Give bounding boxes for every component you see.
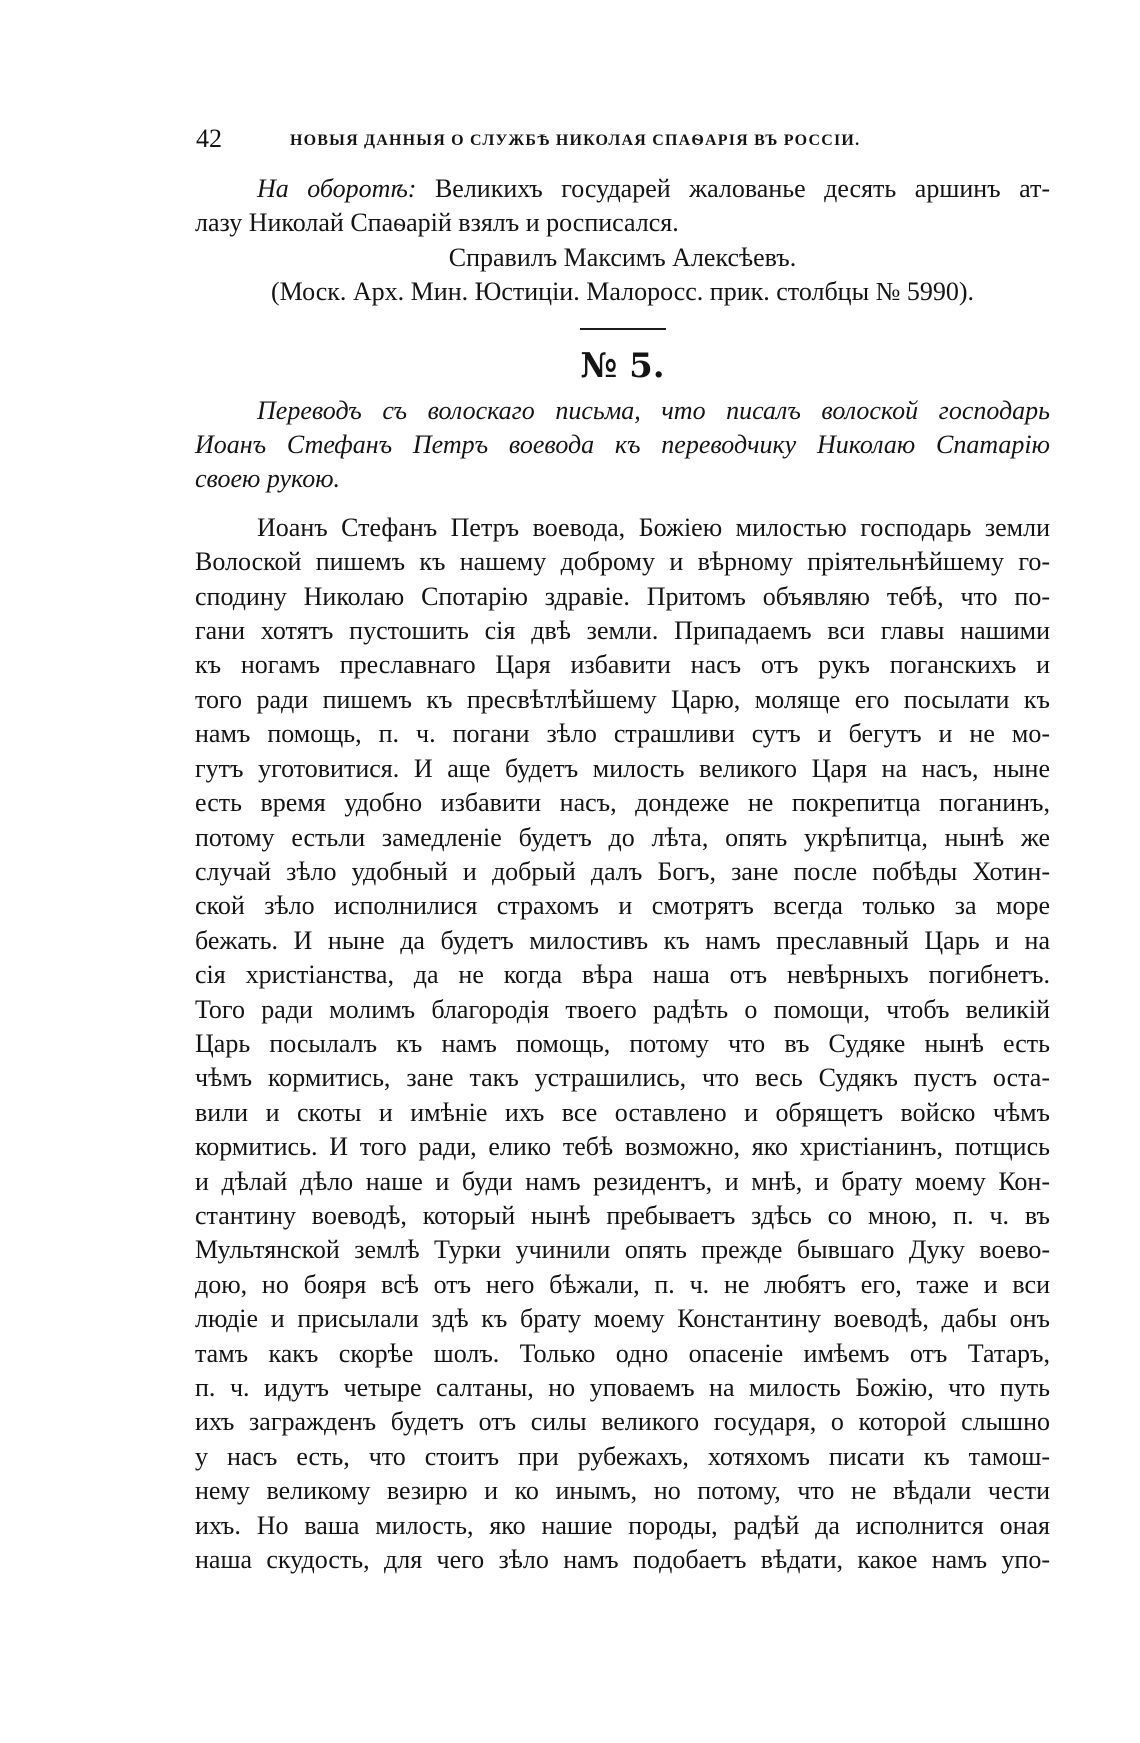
body-line: Мультянской землѣ Турки учинили опять прежде бывшаго Дуку воево- bbox=[195, 1235, 1050, 1265]
body-line: чѣмъ кормитись, зане такъ устрашились, что весь Судякъ пустъ оста- bbox=[195, 1063, 1050, 1093]
body-line: ихъ. Но ваша милость, яко нашие породы, радѣй да исполнится оная bbox=[195, 1510, 1050, 1540]
endorsement-italic-lead: На оборотѣ: bbox=[257, 174, 417, 203]
body-line: есть время удобно избавити насъ, дондеже не покрепитца поганинъ, bbox=[195, 788, 1050, 818]
archive-source: (Моск. Арх. Мин. Юстиціи. Малоросс. прик. столбцы № 5990). bbox=[270, 277, 975, 307]
body-line: бежать. И ныне да будетъ милостивъ къ намъ преславный Царь и на bbox=[195, 925, 1050, 955]
body-line: ихъ загражденъ будетъ отъ силы великого государя, о которой слышно bbox=[195, 1407, 1050, 1437]
body-line: къ ногамъ преславнаго Царя избавити насъ отъ рукъ поганскихъ и bbox=[195, 650, 1050, 680]
body-line: Царь посылалъ къ намъ помощь, потому что въ Судяке нынѣ есть bbox=[195, 1028, 1050, 1058]
endorsement-line bbox=[195, 172, 1050, 206]
page-body bbox=[195, 172, 1050, 1577]
body-line: и дѣлай дѣло наше и буди намъ резидентъ, и мнѣ, и брату моему Кон- bbox=[195, 1166, 1050, 1196]
caption-line: Иоанъ Стефанъ Петръ воевода къ переводчику Николаю Спатарію bbox=[195, 430, 1050, 460]
running-head: НОВЫЯ ДАННЫЯ О СЛУЖБѢ НИКОЛАЯ СПАѲАРІЯ ВЪ РОССІИ. bbox=[290, 132, 861, 149]
endorsement-text: Великихъ государей жалованье десять аршинъ ат- bbox=[416, 174, 1050, 203]
section-divider bbox=[580, 328, 666, 330]
body-line: дою, но бояря всѣ отъ него бѣжали, п. ч. не любятъ его, таже и вси bbox=[195, 1269, 1050, 1299]
caption-line: Переводъ съ волоскаго письма, что писалъ волоской господарь bbox=[257, 395, 1050, 425]
body-line: гутъ уготовитися. И аще будетъ милость великого Царя на насъ, ныне bbox=[195, 753, 1050, 783]
document-body bbox=[195, 511, 1050, 1578]
body-line: кормитись. И того ради, елико тебѣ возможно, яко христіанинъ, потщись bbox=[195, 1132, 1050, 1162]
endorsement-signature: Справилъ Максимъ Алексѣевъ. bbox=[448, 242, 797, 272]
endorsement-line-2: лазу Николай Спаѳарій взялъ и росписался. bbox=[195, 208, 679, 238]
body-line: Того ради молимъ благородія твоего радѣть о помощи, чтобъ великій bbox=[195, 994, 1050, 1024]
body-line: у насъ есть, что стоитъ при рубежахъ, хотяхомъ писати къ тамош- bbox=[195, 1441, 1050, 1471]
body-line: ской зѣло исполнилися страхомъ и смотрятъ всегда только за море bbox=[195, 891, 1050, 921]
body-line: сія христіанства, да не когда вѣра наша отъ невѣрныхъ погибнетъ. bbox=[195, 960, 1050, 990]
document-caption bbox=[195, 394, 1050, 497]
body-line: стантину воеводѣ, который нынѣ пребываетъ здѣсь со мною, п. ч. въ bbox=[195, 1200, 1050, 1230]
body-line: того ради пишемъ къ пресвѣтлѣйшему Царю, моляще его посылати къ bbox=[195, 684, 1050, 714]
page-number: 42 bbox=[196, 124, 222, 153]
body-line: тамъ какъ скорѣе шолъ. Только одно опасеніе имѣемъ отъ Татаръ, bbox=[195, 1338, 1050, 1368]
body-line: вили и скоты и имѣніе ихъ все оставлено и обрящетъ войско чѣмъ bbox=[195, 1097, 1050, 1127]
body-line: гани хотятъ пустошить сія двѣ земли. Припадаемъ вси главы нашими bbox=[195, 616, 1050, 646]
body-line: Волоской пишемъ къ нашему доброму и вѣрному пріятельнѣйшему го- bbox=[195, 547, 1050, 577]
caption-line: своею рукою. bbox=[195, 464, 341, 494]
body-line: п. ч. идутъ четыре салтаны, но уповаемъ на милость Божію, что путь bbox=[195, 1373, 1050, 1402]
body-line: наша скудость, для чего зѣло намъ подобаетъ вѣдати, какое намъ упо- bbox=[195, 1545, 1050, 1575]
body-line: нему великому везирю и ко инымъ, но потому, что не вѣдали чести bbox=[195, 1476, 1050, 1506]
body-line: людіе и присылали здѣ къ брату моему Константину воеводѣ, дабы онъ bbox=[195, 1304, 1050, 1334]
body-line: случай зѣло удобный и добрый далъ Богъ, зане после побѣды Хотин- bbox=[195, 856, 1050, 886]
body-line: Иоанъ Стефанъ Петръ воевода, Божіею милостью господарь земли bbox=[257, 512, 1050, 542]
document-number: № 5. bbox=[580, 345, 665, 386]
previous-document-end bbox=[195, 172, 1050, 310]
body-line: намъ помощь, п. ч. погани зѣло страшливи сутъ и бегутъ и не мо- bbox=[195, 719, 1050, 749]
body-line: потому естьли замедленіе будетъ до лѣта, опять укрѣпитца, нынѣ же bbox=[195, 822, 1050, 852]
body-line: сподину Николаю Спотарію здравіе. Притомъ объявляю тебѣ, что по- bbox=[195, 581, 1050, 611]
